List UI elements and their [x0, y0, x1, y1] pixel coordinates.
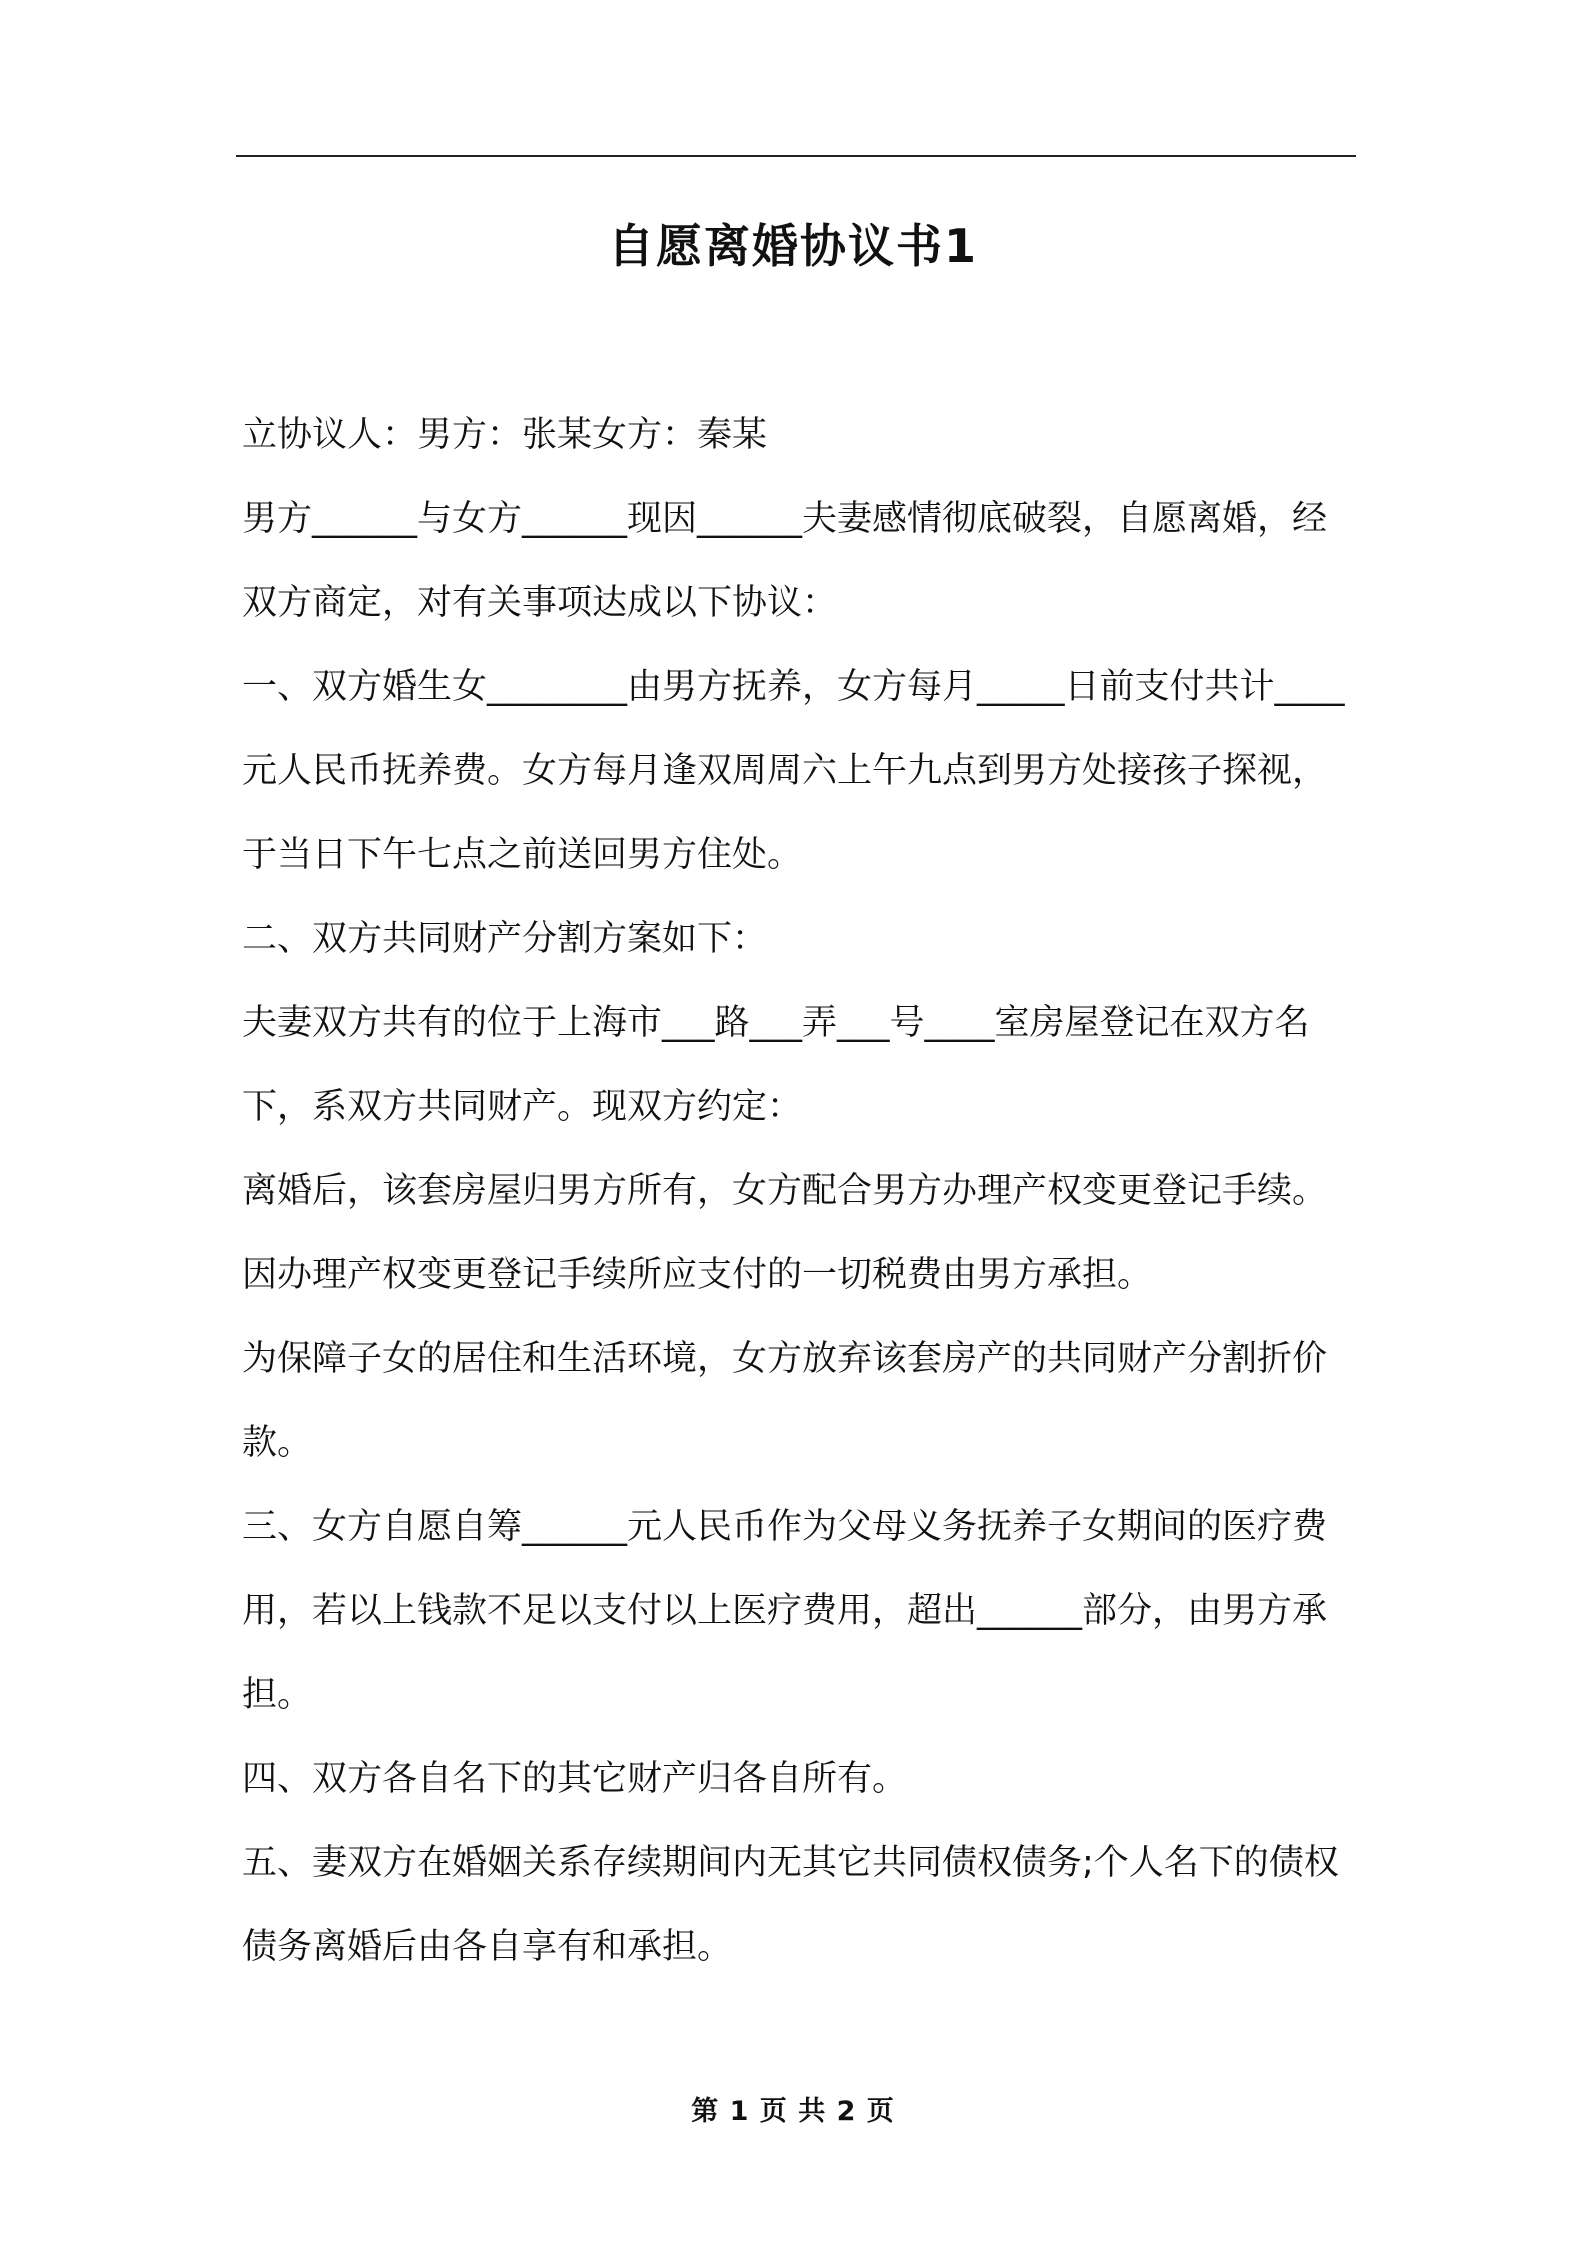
paragraph-parties: 立协议人：男方：张某女方：秦某: [242, 415, 768, 455]
paragraph-taxes: 因办理产权变更登记手续所应支付的一切税费由男方承担。: [242, 1255, 1153, 1295]
paragraph-clause-4: 四、双方各自名下的其它财产归各自所有。: [242, 1759, 908, 1799]
paragraph-waiver: 为保障子女的居住和生活环境，女方放弃该套房产的共同财产分割折价款。: [242, 1339, 1328, 1463]
document-body: [242, 393, 1360, 1989]
paragraph-clause-2-heading: 二、双方共同财产分割方案如下：: [242, 919, 768, 959]
header-rule: [236, 155, 1356, 157]
page-number: 第 1 页 共 2 页: [691, 2096, 895, 2127]
paragraph-intro: 男方______与女方______现因______夫妻感情彻底破裂，自愿离婚，经双方商定，对有关事项达成以下协议：: [242, 499, 1328, 623]
paragraph-property: 夫妻双方共有的位于上海市___路___弄___号____室房屋登记在双方名下，系双方共同财产。现双方约定：: [242, 1003, 1310, 1127]
document-title: 自愿离婚协议书1: [607, 219, 978, 273]
paragraph-ownership: 离婚后，该套房屋归男方所有，女方配合男方办理产权变更登记手续。: [242, 1171, 1328, 1211]
paragraph-clause-1: 一、双方婚生女________由男方抚养，女方每月_____日前支付共计____元人民币抚养费。女方每月逢双周周六上午九点到男方处接孩子探视，于当日下午七点之前送回男方住处。: [242, 667, 1345, 875]
paragraph-clause-3: 三、女方自愿自筹______元人民币作为父母义务抚养子女期间的医疗费用，若以上钱款不足以支付以上医疗费用，超出______部分，由男方承担。: [242, 1507, 1328, 1715]
paragraph-clause-5: 五、妻双方在婚姻关系存续期间内无其它共同债权债务;个人名下的债权债务离婚后由各自享有和承担。: [242, 1843, 1339, 1967]
